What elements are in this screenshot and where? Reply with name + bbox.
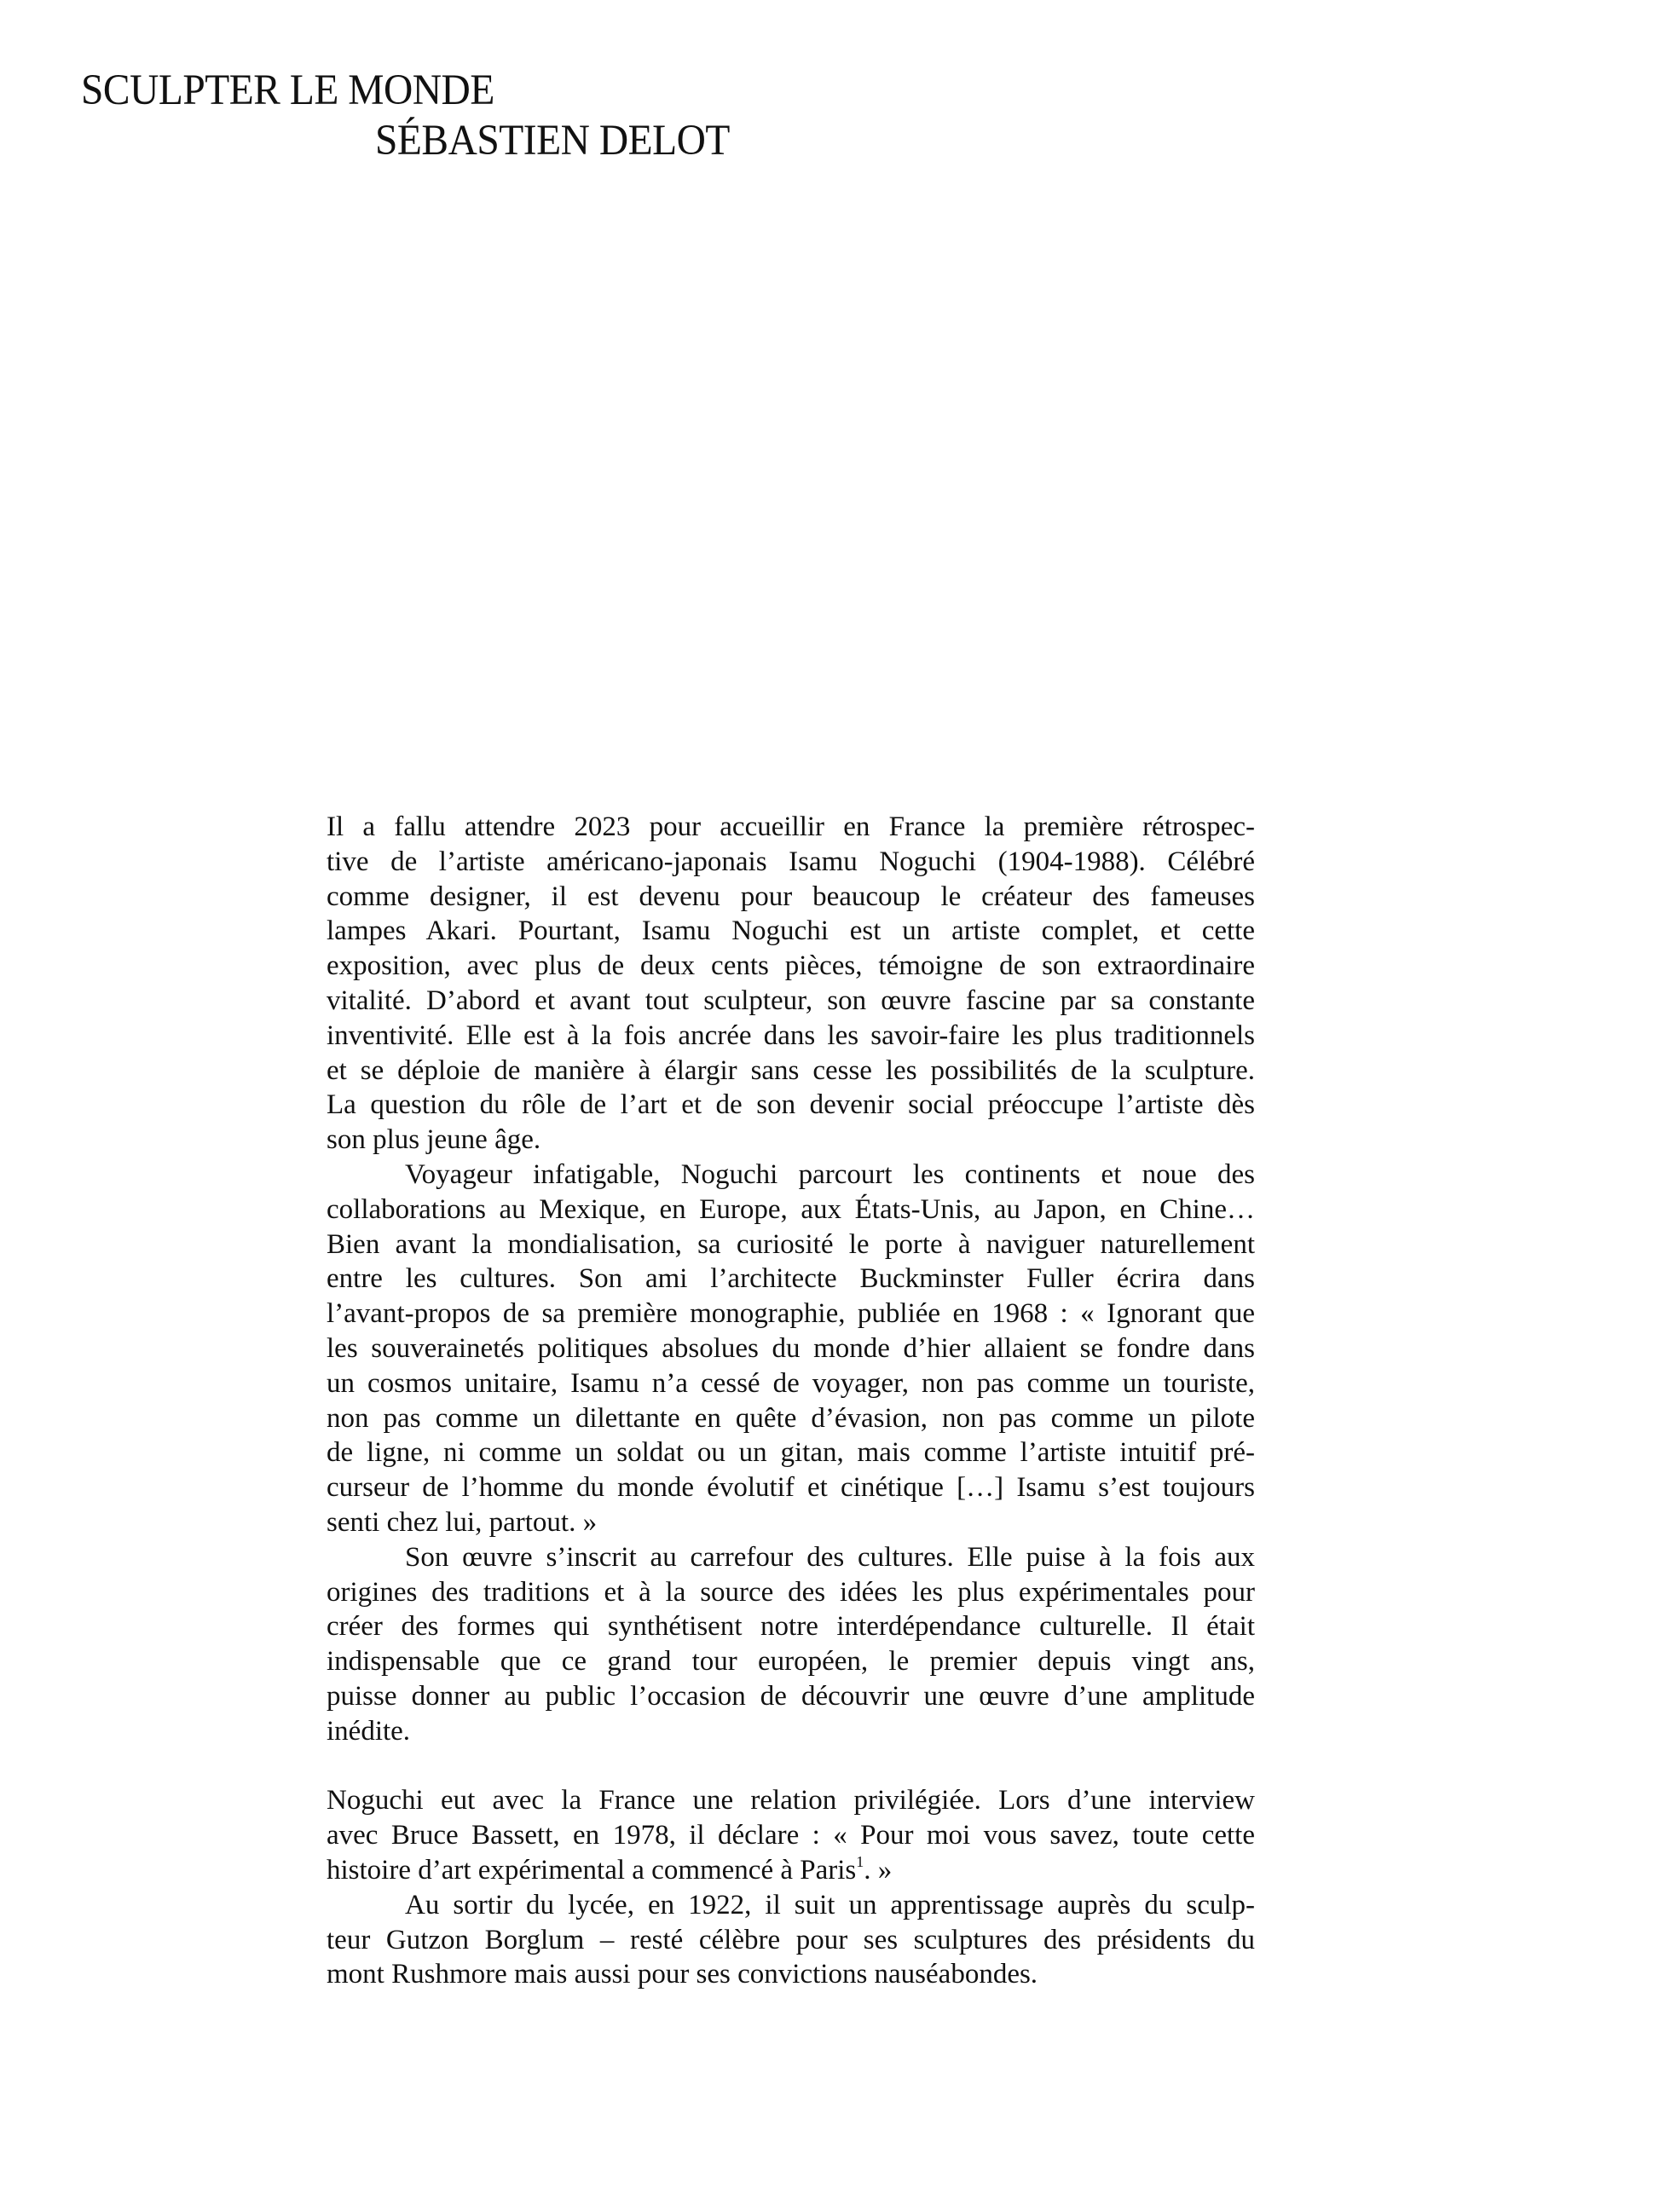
- paragraph: [327, 1783, 1255, 1887]
- text-line: comme designer, il est devenu pour beaucoup le créateur des fameuses: [327, 881, 1255, 912]
- text-line: mont Rushmore mais aussi pour ses convictions nauséabondes.: [327, 1959, 1038, 1990]
- text-line: et se déploie de manière à élargir sans cesse les possibilités de la sculpture.: [327, 1054, 1255, 1086]
- text-line: collaborations au Mexique, en Europe, aux États-Unis, au Japon, en Chine…: [327, 1193, 1255, 1225]
- text-line: [327, 1853, 1255, 1888]
- text-line: l’avant-propos de sa première monographie, publiée en 1968 : « Ignorant que: [327, 1298, 1255, 1330]
- text-line: Voyageur infatigable, Noguchi parcourt les continents et noue des: [405, 1158, 1255, 1190]
- text-line: un cosmos unitaire, Isamu n’a cessé de voyager, non pas comme un touriste,: [327, 1367, 1255, 1399]
- text-line: Il a fallu attendre 2023 pour accueillir en France la première rétrospec-: [327, 811, 1255, 842]
- text-line: non pas comme un dilettante en quête d’évasion, non pas comme un pilote: [327, 1402, 1255, 1434]
- text-line: La question du rôle de l’art et de son devenir social préoccupe l’artiste dès: [327, 1089, 1255, 1121]
- text-line: origines des traditions et à la source des idées les plus expérimentales pour: [327, 1576, 1255, 1608]
- text-line: Bien avant la mondialisation, sa curiosité le porte à naviguer naturellement: [327, 1228, 1255, 1260]
- text-line: créer des formes qui synthétisent notre interdépendance culturelle. Il était: [327, 1611, 1255, 1643]
- text-line: teur Gutzon Borglum – resté célèbre pour ses sculptures des présidents du: [327, 1924, 1255, 1955]
- text-line: Son œuvre s’inscrit au carrefour des cultures. Elle puise à la fois aux: [405, 1541, 1255, 1573]
- text-line: inventivité. Elle est à la fois ancrée dans les savoir-faire les plus traditionnels: [327, 1019, 1255, 1051]
- text-line: puisse donner au public l’occasion de découvrir une œuvre d’une amplitude: [327, 1680, 1255, 1712]
- text-line: Noguchi eut avec la France une relation privilégiée. Lors d’une interview: [327, 1785, 1255, 1816]
- text-line: avec Bruce Bassett, en 1978, il déclare : « Pour moi vous savez, toute cette: [327, 1820, 1255, 1851]
- text-line: curseur de l’homme du monde évolutif et cinétique […] Isamu s’est toujours: [327, 1472, 1255, 1504]
- text-line: indispensable que ce grand tour européen, le premier depuis vingt ans,: [327, 1646, 1255, 1678]
- section-break: [327, 1749, 1255, 1784]
- text-line: les souverainetés politiques absolues du monde d’hier allaient se fondre dans: [327, 1332, 1255, 1364]
- paragraph: [327, 1540, 1255, 1749]
- text-segment: . »: [864, 1854, 893, 1886]
- paragraph: [327, 1888, 1255, 1992]
- text-line: son plus jeune âge.: [327, 1124, 541, 1156]
- article-body: [327, 810, 1255, 1992]
- text-segment: histoire d’art expérimental a commencé à Paris: [327, 1854, 857, 1886]
- text-line: tive de l’artiste américano-japonais Isamu Noguchi (1904-1988). Célébré: [327, 846, 1255, 877]
- footnote-marker[interactable]: 1: [856, 1852, 864, 1870]
- article-title: SCULPTER LE MONDE: [81, 66, 494, 114]
- text-line: Au sortir du lycée, en 1922, il suit un apprentissage auprès du sculp-: [405, 1889, 1255, 1920]
- text-line: exposition, avec plus de deux cents pièces, témoigne de son extraordinaire: [327, 950, 1255, 982]
- article-author: SÉBASTIEN DELOT: [375, 117, 730, 165]
- text-line: entre les cultures. Son ami l’architecte Buckminster Fuller écrira dans: [327, 1263, 1255, 1295]
- paragraph: [327, 1158, 1255, 1540]
- text-line: lampes Akari. Pourtant, Isamu Noguchi est un artiste complet, et cette: [327, 915, 1255, 947]
- text-line: de ligne, ni comme un soldat ou un gitan, mais comme l’artiste intuitif pré-: [327, 1437, 1255, 1469]
- text-line: inédite.: [327, 1715, 411, 1747]
- text-line: senti chez lui, partout. »: [327, 1506, 598, 1538]
- paragraph: [327, 810, 1255, 1158]
- text-line: vitalité. D’abord et avant tout sculpteur, son œuvre fascine par sa constante: [327, 985, 1255, 1016]
